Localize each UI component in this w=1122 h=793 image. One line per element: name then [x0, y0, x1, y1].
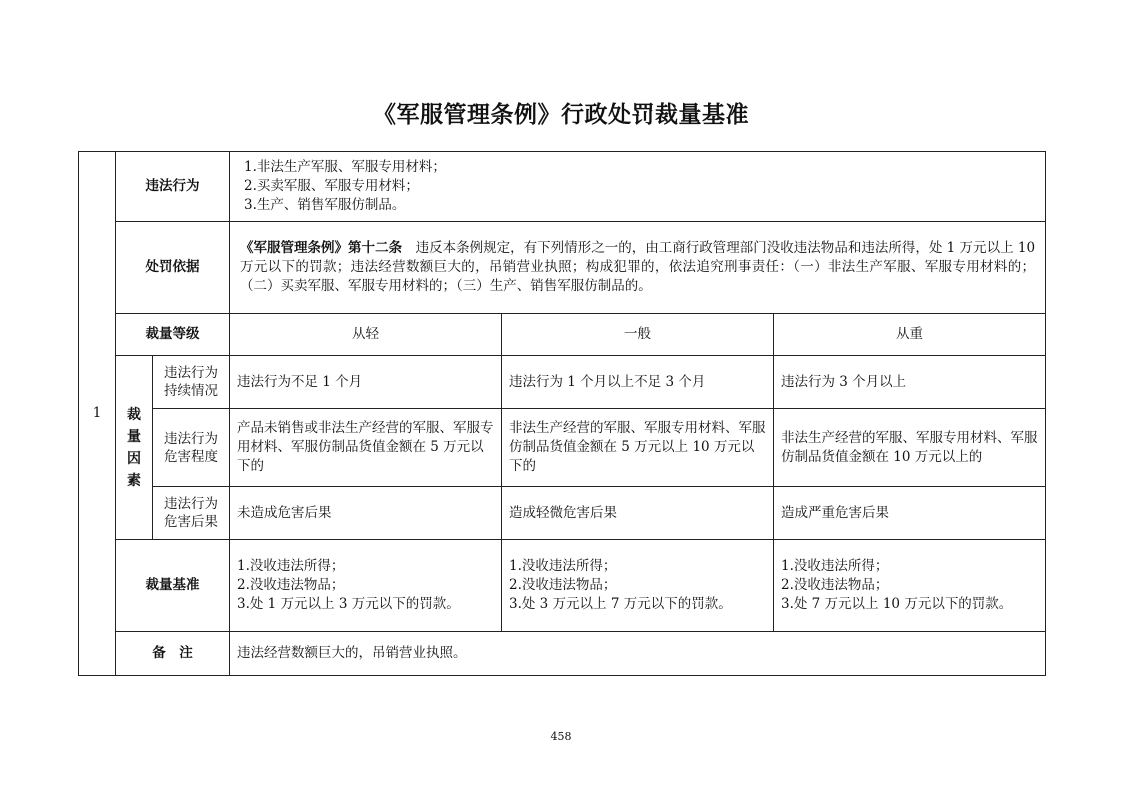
- row-number: 1: [79, 152, 116, 676]
- level-light: 从轻: [230, 314, 502, 356]
- factor-heavy: 非法生产经营的军服、军服专用材料、军服仿制品货值金额在 10 万元以上的: [774, 409, 1046, 487]
- level-normal: 一般: [502, 314, 774, 356]
- basis-label: 处罚依据: [116, 222, 230, 314]
- basis-row: [79, 222, 1046, 314]
- penalty-table: [78, 151, 1046, 676]
- page-number: 458: [550, 730, 572, 743]
- standard-light: 1.没收违法所得； 2.没收违法物品； 3.处 1 万元以上 3 万元以下的罚款。: [230, 540, 502, 632]
- page-title: 《军服管理条例》行政处罚裁量基准: [373, 102, 749, 128]
- violation-row: [79, 152, 1046, 222]
- remarks-label: 备 注: [116, 632, 230, 676]
- standard-heavy: 1.没收违法所得； 2.没收违法物品； 3.处 7 万元以上 10 万元以下的罚款。: [774, 540, 1046, 632]
- violation-list: [230, 152, 1046, 222]
- levels-row: [79, 314, 1046, 356]
- factor-normal: 违法行为 1 个月以上不足 3 个月: [502, 356, 774, 409]
- levels-label: 裁量等级: [116, 314, 230, 356]
- level-heavy: 从重: [774, 314, 1046, 356]
- standard-label: 裁量基准: [116, 540, 230, 632]
- factor-normal: 非法生产经营的军服、军服专用材料、军服仿制品货值金额在 5 万元以上 10 万元以下的: [502, 409, 774, 487]
- basis-text: 违反本条例规定，有下列情形之一的，由工商行政管理部门没收违法物品和违法所得，处 1 万元以上 10 万元以下的罚款；违法经营数额巨大的，吊销营业执照；构成犯罪的，依法追究刑事责任：（一）非法生产军服、军服专用材料的；（二）买卖军服、军服专用材料的；（三）生产、销售军服仿制品的。: [240, 240, 1036, 294]
- factor-row-duration: [79, 356, 1046, 409]
- violation-item: 1.非法生产军服、军服专用材料；: [244, 159, 446, 175]
- violation-item: 2.买卖军服、军服专用材料；: [244, 178, 419, 194]
- remarks-row: [79, 632, 1046, 676]
- factor-name: 违法行为 危害后果: [153, 487, 230, 540]
- factor-light: 违法行为不足 1 个月: [230, 356, 502, 409]
- factor-name: 违法行为 持续情况: [153, 356, 230, 409]
- factors-label: 裁 量 因 素: [116, 356, 153, 540]
- factor-name: 违法行为 危害程度: [153, 409, 230, 487]
- basis-reference: 《军服管理条例》第十二条: [240, 240, 403, 256]
- factor-light: 未造成危害后果: [230, 487, 502, 540]
- factor-row-severity: [79, 409, 1046, 487]
- violation-label: 违法行为: [116, 152, 230, 222]
- factor-heavy: 造成严重危害后果: [774, 487, 1046, 540]
- remarks-text: 违法经营数额巨大的，吊销营业执照。: [230, 632, 1046, 676]
- basis-text-cell: [230, 222, 1046, 314]
- factor-heavy: 违法行为 3 个月以上: [774, 356, 1046, 409]
- factor-light: 产品未销售或非法生产经营的军服、军服专用材料、军服仿制品货值金额在 5 万元以下的: [230, 409, 502, 487]
- factor-normal: 造成轻微危害后果: [502, 487, 774, 540]
- violation-item: 3.生产、销售军服仿制品。: [244, 197, 406, 213]
- standard-normal: 1.没收违法所得； 2.没收违法物品； 3.处 3 万元以上 7 万元以下的罚款。: [502, 540, 774, 632]
- factor-row-consequence: [79, 487, 1046, 540]
- standard-row: [79, 540, 1046, 632]
